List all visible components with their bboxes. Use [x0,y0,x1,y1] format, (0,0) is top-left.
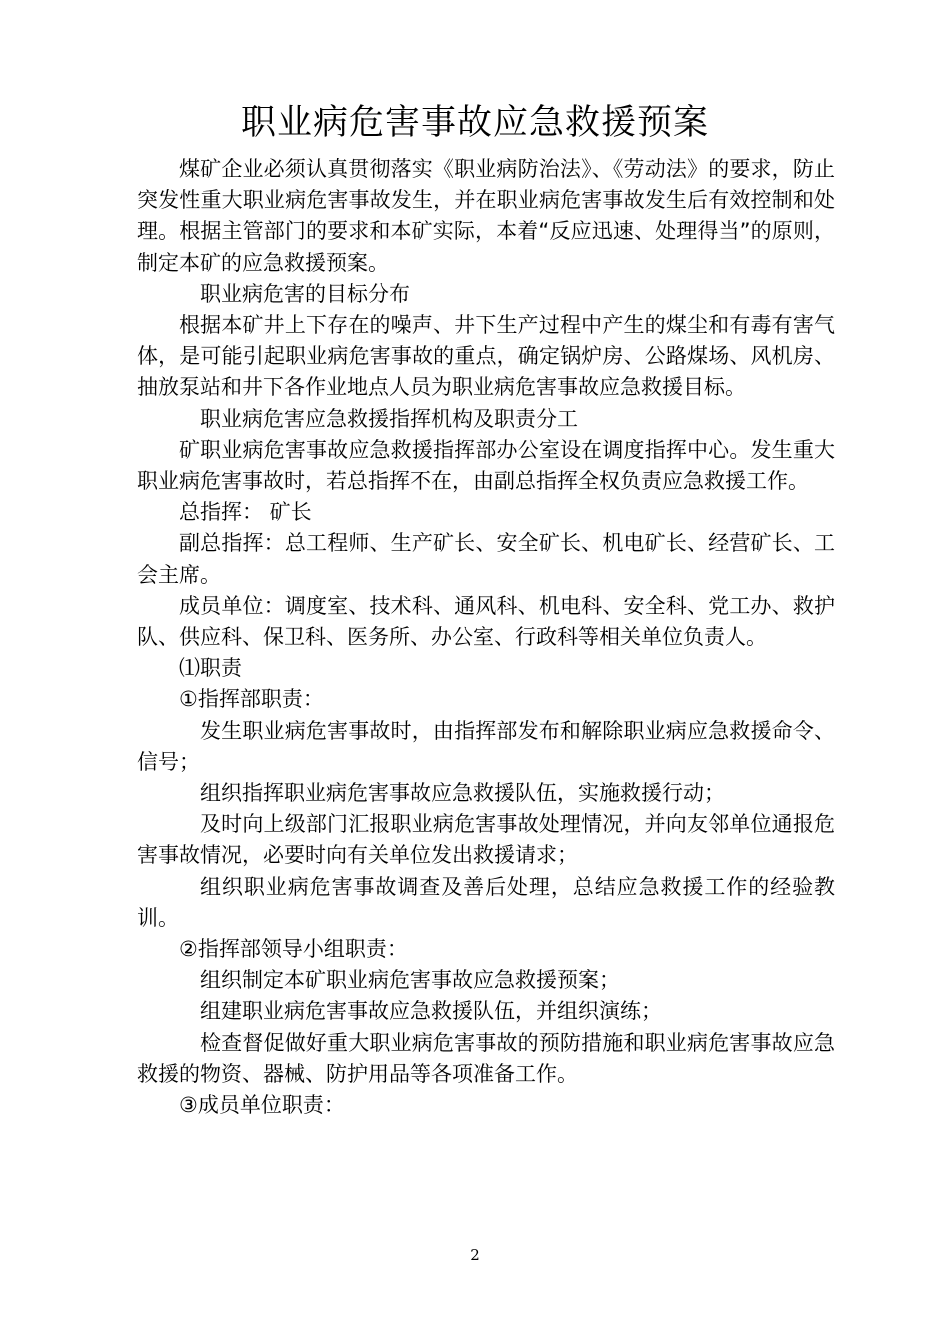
section-heading-command-structure: 职业病危害应急救援指挥机构及职责分工 [200,406,578,431]
document-body [137,154,835,1121]
subsection-duties: ⑴职责 [179,656,242,681]
paragraph-deputy-commander: 副总指挥：总工程师、生产矿长、安全矿长、机电矿长、经营矿长、工会主席。 [137,531,835,587]
page-number: 2 [470,1246,480,1264]
list-item: 发生职业病危害事故时，由指挥部发布和解除职业病应急救援命令、信号； [137,718,835,774]
list-item: 及时向上级部门汇报职业病危害事故处理情况，并向友邻单位通报危害事故情况，必要时向有关单位发出救援请求； [137,812,835,868]
paragraph-target-distribution: 根据本矿井上下存在的噪声、井下生产过程中产生的煤尘和有毒有害气体，是可能引起职业病危害事故的重点，确定锅炉房、公路煤场、风机房、抽放泵站和井下各作业地点人员为职业病危害事故应急救援目标。 [137,313,835,400]
list-item: 组织指挥职业病危害事故应急救援队伍，实施救援行动； [200,781,725,806]
paragraph-intro: 煤矿企业必须认真贯彻落实《职业病防治法》、《劳动法》的要求，防止突发性重大职业病危害事故发生，并在职业病危害事故发生后有效控制和处理。根据主管部门的要求和本矿实际，本着“反应迅速、处理得当”的原则，制定本矿的应急救援预案。 [137,157,835,275]
list-item: 组织制定本矿职业病危害事故应急救援预案； [200,968,620,993]
paragraph-command-office: 矿职业病危害事故应急救援指挥部办公室设在调度指挥中心。发生重大职业病危害事故时，若总指挥不在，由副总指挥全权负责应急救援工作。 [137,437,835,494]
list-item: 检查督促做好重大职业病危害事故的预防措施和职业病危害事故应急救援的物资、器械、防护用品等各项准备工作。 [137,1030,835,1086]
paragraph-member-units: 成员单位：调度室、技术科、通风科、机电科、安全科、党工办、救护队、供应科、保卫科、医务所、办公室、行政科等相关单位负责人。 [137,593,835,650]
list-item: 组织职业病危害事故调查及善后处理，总结应急救援工作的经验教训。 [137,874,835,930]
paragraph-commander: 总指挥： 矿长 [179,500,312,525]
section-heading-target-distribution: 职业病危害的目标分布 [200,281,410,306]
subsection-leadership-duties: ②指挥部领导小组职责： [179,937,408,962]
subsection-member-unit-duties: ③成员单位职责： [179,1093,345,1118]
document-title: 职业病危害事故应急救援预案 [240,103,709,143]
list-item: 组建职业病危害事故应急救援队伍，并组织演练； [200,999,662,1024]
subsection-headquarters-duties: ①指挥部职责： [179,687,324,712]
